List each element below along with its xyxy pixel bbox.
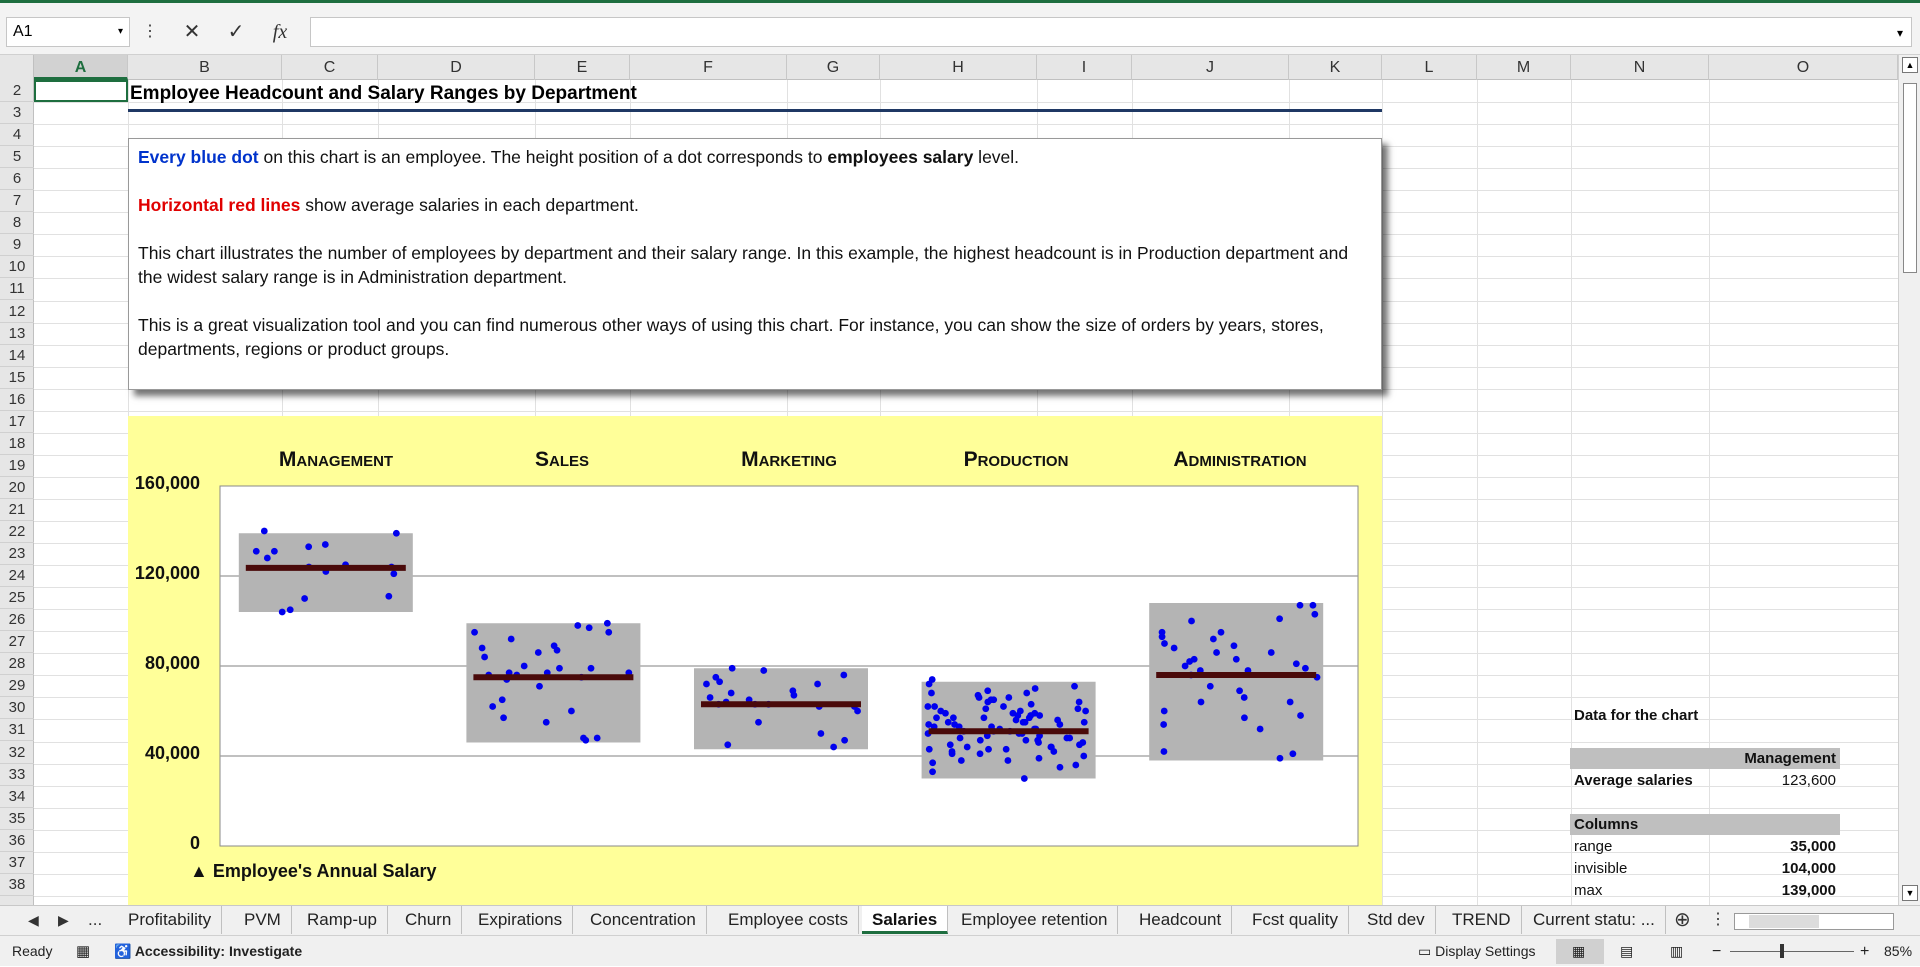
- employee-dot-production: [1022, 737, 1029, 744]
- employee-dot-administration: [1236, 687, 1243, 694]
- row-header-8[interactable]: 8: [0, 212, 34, 234]
- employee-dot-administration: [1276, 615, 1283, 622]
- scroll-down-icon[interactable]: ▼: [1902, 885, 1918, 901]
- zoom-out-icon[interactable]: −: [1712, 943, 1722, 960]
- max-value: 139,000: [1781, 882, 1836, 899]
- row-header-4[interactable]: 4: [0, 124, 34, 146]
- employee-dot-production: [1028, 701, 1035, 708]
- accessibility-status[interactable]: ♿ Accessibility: Investigate: [114, 943, 303, 959]
- employee-dot-management: [261, 528, 268, 535]
- row-header-37[interactable]: 37: [0, 852, 34, 874]
- employee-dot-production: [984, 687, 991, 694]
- data-panel-title: Data for the chart: [1574, 707, 1699, 724]
- employee-dot-administration: [1293, 660, 1300, 667]
- employee-dot-management: [305, 543, 312, 550]
- tab-employee-retention[interactable]: Employee retention: [951, 906, 1118, 934]
- avg-salaries-value: 123,600: [1781, 772, 1836, 789]
- info-textbox[interactable]: [128, 138, 1382, 390]
- dept-label-sales: Sales: [534, 448, 589, 471]
- employee-dot-management: [287, 606, 294, 613]
- employee-dot-management: [393, 530, 400, 537]
- employee-dot-production: [1072, 762, 1079, 769]
- y-tick-label: 40,000: [144, 743, 200, 763]
- employee-dot-production: [957, 735, 964, 742]
- employee-dot-sales: [543, 719, 550, 726]
- employee-dot-production: [1032, 685, 1039, 692]
- employee-dot-sales: [500, 714, 507, 721]
- employee-dot-sales: [594, 735, 601, 742]
- column-header-g[interactable]: G: [787, 55, 880, 80]
- salary-chart[interactable]: [128, 416, 1382, 905]
- employee-dot-administration: [1257, 726, 1264, 733]
- tab-expirations[interactable]: Expirations: [468, 906, 573, 934]
- column-header-e[interactable]: E: [535, 55, 630, 80]
- column-header-n[interactable]: N: [1571, 55, 1709, 80]
- row-header-23[interactable]: 23: [0, 543, 34, 565]
- employee-dot-administration: [1241, 694, 1248, 701]
- employee-dot-production: [1005, 757, 1012, 764]
- column-header-o[interactable]: O: [1709, 55, 1898, 80]
- column-header-l[interactable]: L: [1382, 55, 1477, 80]
- employee-dot-administration: [1287, 699, 1294, 706]
- employee-dot-administration: [1161, 748, 1168, 755]
- employee-dot-production: [1020, 719, 1027, 726]
- employee-dot-sales: [489, 703, 496, 710]
- invisible-value: 104,000: [1781, 860, 1836, 877]
- tab-profitability[interactable]: Profitability: [118, 906, 222, 934]
- employee-dot-administration: [1171, 645, 1178, 652]
- data-panel-header: Management: [1744, 750, 1836, 767]
- employee-dot-production: [937, 708, 944, 715]
- employee-dot-marketing: [841, 737, 848, 744]
- expand-formula-icon[interactable]: ▾: [1896, 26, 1903, 40]
- employee-dot-production: [1003, 746, 1010, 753]
- employee-dot-production: [1057, 764, 1064, 771]
- info-paragraph-4: This is a great visualization tool and you can find numerous other ways of using this chart. For instance, you can show the size of orders by years, stores, departments, regions or product groups.: [138, 315, 1324, 359]
- gridline: [1382, 80, 1383, 905]
- add-sheet-icon[interactable]: ⊕: [1674, 909, 1691, 931]
- employee-dot-production: [1066, 735, 1073, 742]
- horizontal-scrollbar[interactable]: [1734, 913, 1894, 930]
- cancel-icon[interactable]: ✕: [183, 21, 201, 43]
- column-header-k[interactable]: K: [1289, 55, 1382, 80]
- employee-dot-production: [1013, 717, 1020, 724]
- tab-concentration[interactable]: Concentration: [580, 906, 707, 934]
- y-tick-label: 160,000: [134, 473, 200, 493]
- employee-dot-production: [1036, 712, 1043, 719]
- employee-dot-administration: [1277, 755, 1284, 762]
- chart-canvas: [128, 416, 1382, 905]
- employee-dot-sales: [481, 654, 488, 661]
- row-header-26[interactable]: 26: [0, 609, 34, 631]
- row-header-9[interactable]: 9: [0, 234, 34, 256]
- employee-dot-sales: [568, 708, 575, 715]
- employee-dot-sales: [479, 645, 486, 652]
- range-value: 35,000: [1790, 838, 1836, 855]
- employee-dot-production: [975, 692, 982, 699]
- row-header-3[interactable]: 3: [0, 102, 34, 124]
- column-header-a[interactable]: A: [34, 55, 128, 80]
- worksheet-grid[interactable]: [0, 55, 1898, 905]
- employee-dot-sales: [535, 649, 542, 656]
- employee-dot-sales: [551, 642, 558, 649]
- row-header-7[interactable]: 7: [0, 190, 34, 212]
- column-header-f[interactable]: F: [630, 55, 787, 80]
- row-header-12[interactable]: 12: [0, 301, 34, 323]
- row-header-14[interactable]: 14: [0, 345, 34, 367]
- employee-dot-administration: [1198, 699, 1205, 706]
- row-header-21[interactable]: 21: [0, 499, 34, 521]
- tab-headcount[interactable]: Headcount: [1129, 906, 1232, 934]
- row-header-29[interactable]: 29: [0, 675, 34, 697]
- row-header-19[interactable]: 19: [0, 455, 34, 477]
- employee-dot-production: [977, 737, 984, 744]
- row-header-32[interactable]: 32: [0, 742, 34, 764]
- column-header-d[interactable]: D: [378, 55, 535, 80]
- row-header-5[interactable]: 5: [0, 146, 34, 168]
- status-ready: Ready: [12, 943, 53, 959]
- page-layout-icon[interactable]: ▤: [1620, 943, 1634, 959]
- employee-dot-production: [1035, 739, 1042, 746]
- employee-dot-administration: [1289, 750, 1296, 757]
- status-bar: [0, 935, 1920, 966]
- max-label: max: [1574, 882, 1603, 899]
- column-header-b[interactable]: B: [128, 55, 282, 80]
- tab-trend[interactable]: TREND: [1442, 906, 1522, 934]
- row-header-30[interactable]: 30: [0, 697, 34, 719]
- row-header-15[interactable]: 15: [0, 367, 34, 389]
- employee-dot-management: [385, 593, 392, 600]
- row-header-10[interactable]: 10: [0, 256, 34, 278]
- employee-dot-administration: [1218, 629, 1225, 636]
- employee-dot-production: [929, 676, 936, 683]
- row-header-27[interactable]: 27: [0, 631, 34, 653]
- sheet-tab-bar: [0, 905, 1920, 935]
- employee-dot-production: [1000, 703, 1007, 710]
- employee-dot-administration: [1159, 633, 1166, 640]
- chart-data-panel: [1570, 55, 1870, 905]
- row-headers: [0, 80, 34, 905]
- employee-dot-production: [949, 750, 956, 757]
- employee-dot-marketing: [840, 672, 847, 679]
- employee-dot-production: [1048, 744, 1055, 751]
- employee-dot-administration: [1182, 663, 1189, 670]
- employee-dot-production: [1026, 714, 1033, 721]
- employee-dot-marketing: [817, 730, 824, 737]
- page-break-view-icon[interactable]: ▥: [1670, 943, 1684, 959]
- employee-dot-production: [950, 714, 957, 721]
- employee-dot-production: [1005, 694, 1012, 701]
- dept-label-marketing: Marketing: [741, 448, 837, 471]
- employee-dot-marketing: [760, 667, 767, 674]
- tab-fcst-quality[interactable]: Fcst quality: [1242, 906, 1349, 934]
- y-tick-label: 0: [189, 833, 200, 853]
- title-underline: [128, 109, 1382, 112]
- zoom-level[interactable]: 85%: [1884, 943, 1913, 959]
- selected-cell[interactable]: [34, 80, 128, 102]
- tab-churn[interactable]: Churn: [395, 906, 462, 934]
- employee-dot-marketing: [729, 665, 736, 672]
- formula-input[interactable]: [310, 17, 1912, 47]
- row-header-13[interactable]: 13: [0, 323, 34, 345]
- tab-more[interactable]: ...: [88, 910, 103, 929]
- employee-dot-production: [1009, 710, 1016, 717]
- column-header-c[interactable]: C: [282, 55, 378, 80]
- column-header-m[interactable]: M: [1477, 55, 1571, 80]
- employee-dot-marketing: [755, 719, 762, 726]
- employee-dot-sales: [536, 683, 543, 690]
- range-box-administration: [1149, 603, 1323, 761]
- employee-dot-production: [984, 699, 991, 706]
- employee-dot-management: [322, 541, 329, 548]
- enter-icon[interactable]: ✓: [227, 21, 245, 43]
- employee-dot-production: [990, 696, 997, 703]
- employee-dot-marketing: [724, 741, 731, 748]
- employee-dot-management: [279, 609, 286, 616]
- employee-dot-production: [981, 714, 988, 721]
- accessibility-icon: ♿: [114, 943, 135, 959]
- y-tick-label: 120,000: [134, 563, 200, 583]
- vertical-scrollbar[interactable]: [1898, 55, 1920, 905]
- employee-dot-production: [929, 759, 936, 766]
- employee-dot-administration: [1241, 714, 1248, 721]
- row-header-24[interactable]: 24: [0, 565, 34, 587]
- employee-dot-marketing: [814, 681, 821, 688]
- chevron-down-icon[interactable]: ▾: [117, 26, 123, 37]
- info-paragraph-2: Horizontal red lines show average salaries in each department.: [138, 195, 639, 215]
- employee-dot-sales: [605, 629, 612, 636]
- employee-dot-marketing: [703, 681, 710, 688]
- range-box-sales: [466, 623, 640, 742]
- y-tick-label: 80,000: [144, 653, 200, 673]
- zoom-in-icon[interactable]: +: [1860, 943, 1870, 960]
- row-header-17[interactable]: 17: [0, 411, 34, 433]
- row-header-38[interactable]: 38: [0, 874, 34, 896]
- employee-dot-production: [1023, 690, 1030, 697]
- horizontal-scroll-thumb[interactable]: [1749, 915, 1819, 928]
- employee-dot-management: [264, 555, 271, 562]
- employee-dot-sales: [556, 665, 563, 672]
- employee-dot-administration: [1213, 649, 1220, 656]
- employee-dot-production: [964, 744, 971, 751]
- columns-label: Columns: [1574, 816, 1639, 833]
- row-header-31[interactable]: 31: [0, 719, 34, 741]
- employee-dot-sales: [499, 696, 506, 703]
- row-header-36[interactable]: 36: [0, 830, 34, 852]
- employee-dot-administration: [1233, 656, 1240, 663]
- insert-function-icon[interactable]: fx: [272, 21, 288, 43]
- more-options-icon[interactable]: ⋮: [142, 23, 158, 40]
- employee-dot-marketing: [707, 694, 714, 701]
- employee-dot-production: [945, 719, 952, 726]
- column-header-i[interactable]: I: [1037, 55, 1132, 80]
- employee-dot-production: [1071, 683, 1078, 690]
- tab-std-dev[interactable]: Std dev: [1357, 906, 1436, 934]
- tab-ramp-up[interactable]: Ramp-up: [297, 906, 388, 934]
- row-header-25[interactable]: 25: [0, 587, 34, 609]
- macro-record-icon[interactable]: ▦: [76, 943, 91, 960]
- employee-dot-production: [982, 705, 989, 712]
- row-header-35[interactable]: 35: [0, 808, 34, 830]
- info-paragraph-1: Every blue dot on this chart is an employee. The height position of a dot corresponds to employees salary level.: [138, 147, 1020, 167]
- tab-current-status[interactable]: Current statu: ...: [1523, 906, 1666, 934]
- employee-dot-production: [1036, 755, 1043, 762]
- employee-dot-production: [985, 746, 992, 753]
- employee-dot-sales: [586, 624, 593, 631]
- employee-dot-management: [390, 570, 397, 577]
- row-header-16[interactable]: 16: [0, 389, 34, 411]
- employee-dot-sales: [508, 636, 515, 643]
- tab-pvm[interactable]: PVM: [234, 906, 292, 934]
- gridline: [1477, 80, 1478, 905]
- column-header-h[interactable]: H: [880, 55, 1037, 80]
- dept-label-production: Production: [963, 448, 1069, 471]
- employee-dot-administration: [1310, 602, 1317, 609]
- info-paragraph-3: This chart illustrates the number of employees by department and their salary range. In this example, the highest headcount is in Production department and the widest salary range is in Administration department.: [138, 243, 1349, 287]
- row-header-2[interactable]: 2: [0, 80, 34, 102]
- employee-dot-sales: [604, 620, 611, 627]
- employee-dot-production: [924, 703, 931, 710]
- employee-dot-administration: [1188, 618, 1195, 625]
- employee-dot-administration: [1231, 642, 1238, 649]
- employee-dot-sales: [471, 629, 478, 636]
- employee-dot-administration: [1302, 665, 1309, 672]
- normal-view-icon[interactable]: ▦: [1572, 943, 1586, 959]
- employee-dot-production: [977, 750, 984, 757]
- row-header-20[interactable]: 20: [0, 477, 34, 499]
- employee-dot-marketing: [830, 744, 837, 751]
- employee-dot-administration: [1161, 708, 1168, 715]
- monitor-icon: ▭: [1418, 943, 1436, 959]
- employee-dot-production: [928, 690, 935, 697]
- employee-dot-sales: [521, 663, 528, 670]
- row-header-34[interactable]: 34: [0, 786, 34, 808]
- avg-salaries-label: Average salaries: [1574, 772, 1693, 789]
- employee-dot-administration: [1297, 602, 1304, 609]
- row-header-6[interactable]: 6: [0, 168, 34, 190]
- row-header-33[interactable]: 33: [0, 764, 34, 786]
- employee-dot-management: [253, 548, 260, 555]
- employee-dot-administration: [1160, 721, 1167, 728]
- display-settings[interactable]: ▭ Display Settings: [1418, 943, 1536, 959]
- employee-dot-production: [929, 768, 936, 775]
- invisible-label: invisible: [1574, 860, 1628, 877]
- row-header-11[interactable]: 11: [0, 278, 34, 300]
- employee-dot-production: [1081, 719, 1088, 726]
- tab-scroll-right-icon[interactable]: ▶: [58, 912, 69, 928]
- scroll-up-icon[interactable]: ▲: [1902, 57, 1918, 73]
- row-header-18[interactable]: 18: [0, 433, 34, 455]
- employee-dot-management: [301, 595, 308, 602]
- formula-bar: [0, 3, 1920, 55]
- employee-dot-production: [1076, 699, 1083, 706]
- select-all-corner[interactable]: [0, 55, 34, 80]
- zoom-slider[interactable]: [1730, 951, 1854, 952]
- vertical-scroll-thumb[interactable]: [1903, 83, 1917, 273]
- employee-dot-production: [926, 746, 933, 753]
- employee-dot-production: [947, 741, 954, 748]
- employee-dot-marketing: [728, 690, 735, 697]
- employee-dot-production: [933, 714, 940, 721]
- employee-dot-management: [271, 548, 278, 555]
- y-axis-label: ▲ Employee's Annual Salary: [190, 861, 437, 881]
- row-header-28[interactable]: 28: [0, 653, 34, 675]
- employee-dot-administration: [1268, 649, 1275, 656]
- dept-label-management: Management: [278, 448, 394, 471]
- tab-salaries[interactable]: Salaries: [862, 906, 948, 934]
- row-header-22[interactable]: 22: [0, 521, 34, 543]
- employee-dot-marketing: [791, 692, 798, 699]
- employee-dot-production: [1056, 721, 1063, 728]
- employee-dot-administration: [1207, 683, 1214, 690]
- column-header-j[interactable]: J: [1132, 55, 1289, 80]
- employee-dot-administration: [1161, 640, 1168, 647]
- employee-dot-marketing: [716, 678, 723, 685]
- employee-dot-production: [958, 757, 965, 764]
- employee-dot-production: [1082, 708, 1089, 715]
- tab-scroll-left-icon[interactable]: ◀: [28, 912, 39, 928]
- employee-dot-production: [1080, 753, 1087, 760]
- employee-dot-sales: [574, 622, 581, 629]
- employee-dot-administration: [1297, 712, 1304, 719]
- range-label: range: [1574, 838, 1613, 855]
- tab-employee-costs[interactable]: Employee costs: [718, 906, 859, 934]
- employee-dot-production: [1079, 739, 1086, 746]
- zoom-slider-thumb[interactable]: [1780, 944, 1784, 958]
- employee-dot-sales: [588, 665, 595, 672]
- employee-dot-administration: [1311, 611, 1318, 618]
- sheet-title: Employee Headcount and Salary Ranges by Department: [130, 83, 637, 104]
- tab-options-icon[interactable]: ⋮: [1710, 911, 1726, 928]
- employee-dot-marketing: [854, 708, 861, 715]
- employee-dot-sales: [580, 735, 587, 742]
- name-box[interactable]: A1 ▾: [6, 17, 130, 47]
- employee-dot-production: [1075, 705, 1082, 712]
- employee-dot-administration: [1210, 636, 1217, 643]
- employee-dot-production: [931, 703, 938, 710]
- employee-dot-production: [1021, 775, 1028, 782]
- dept-label-administration: Administration: [1173, 448, 1307, 471]
